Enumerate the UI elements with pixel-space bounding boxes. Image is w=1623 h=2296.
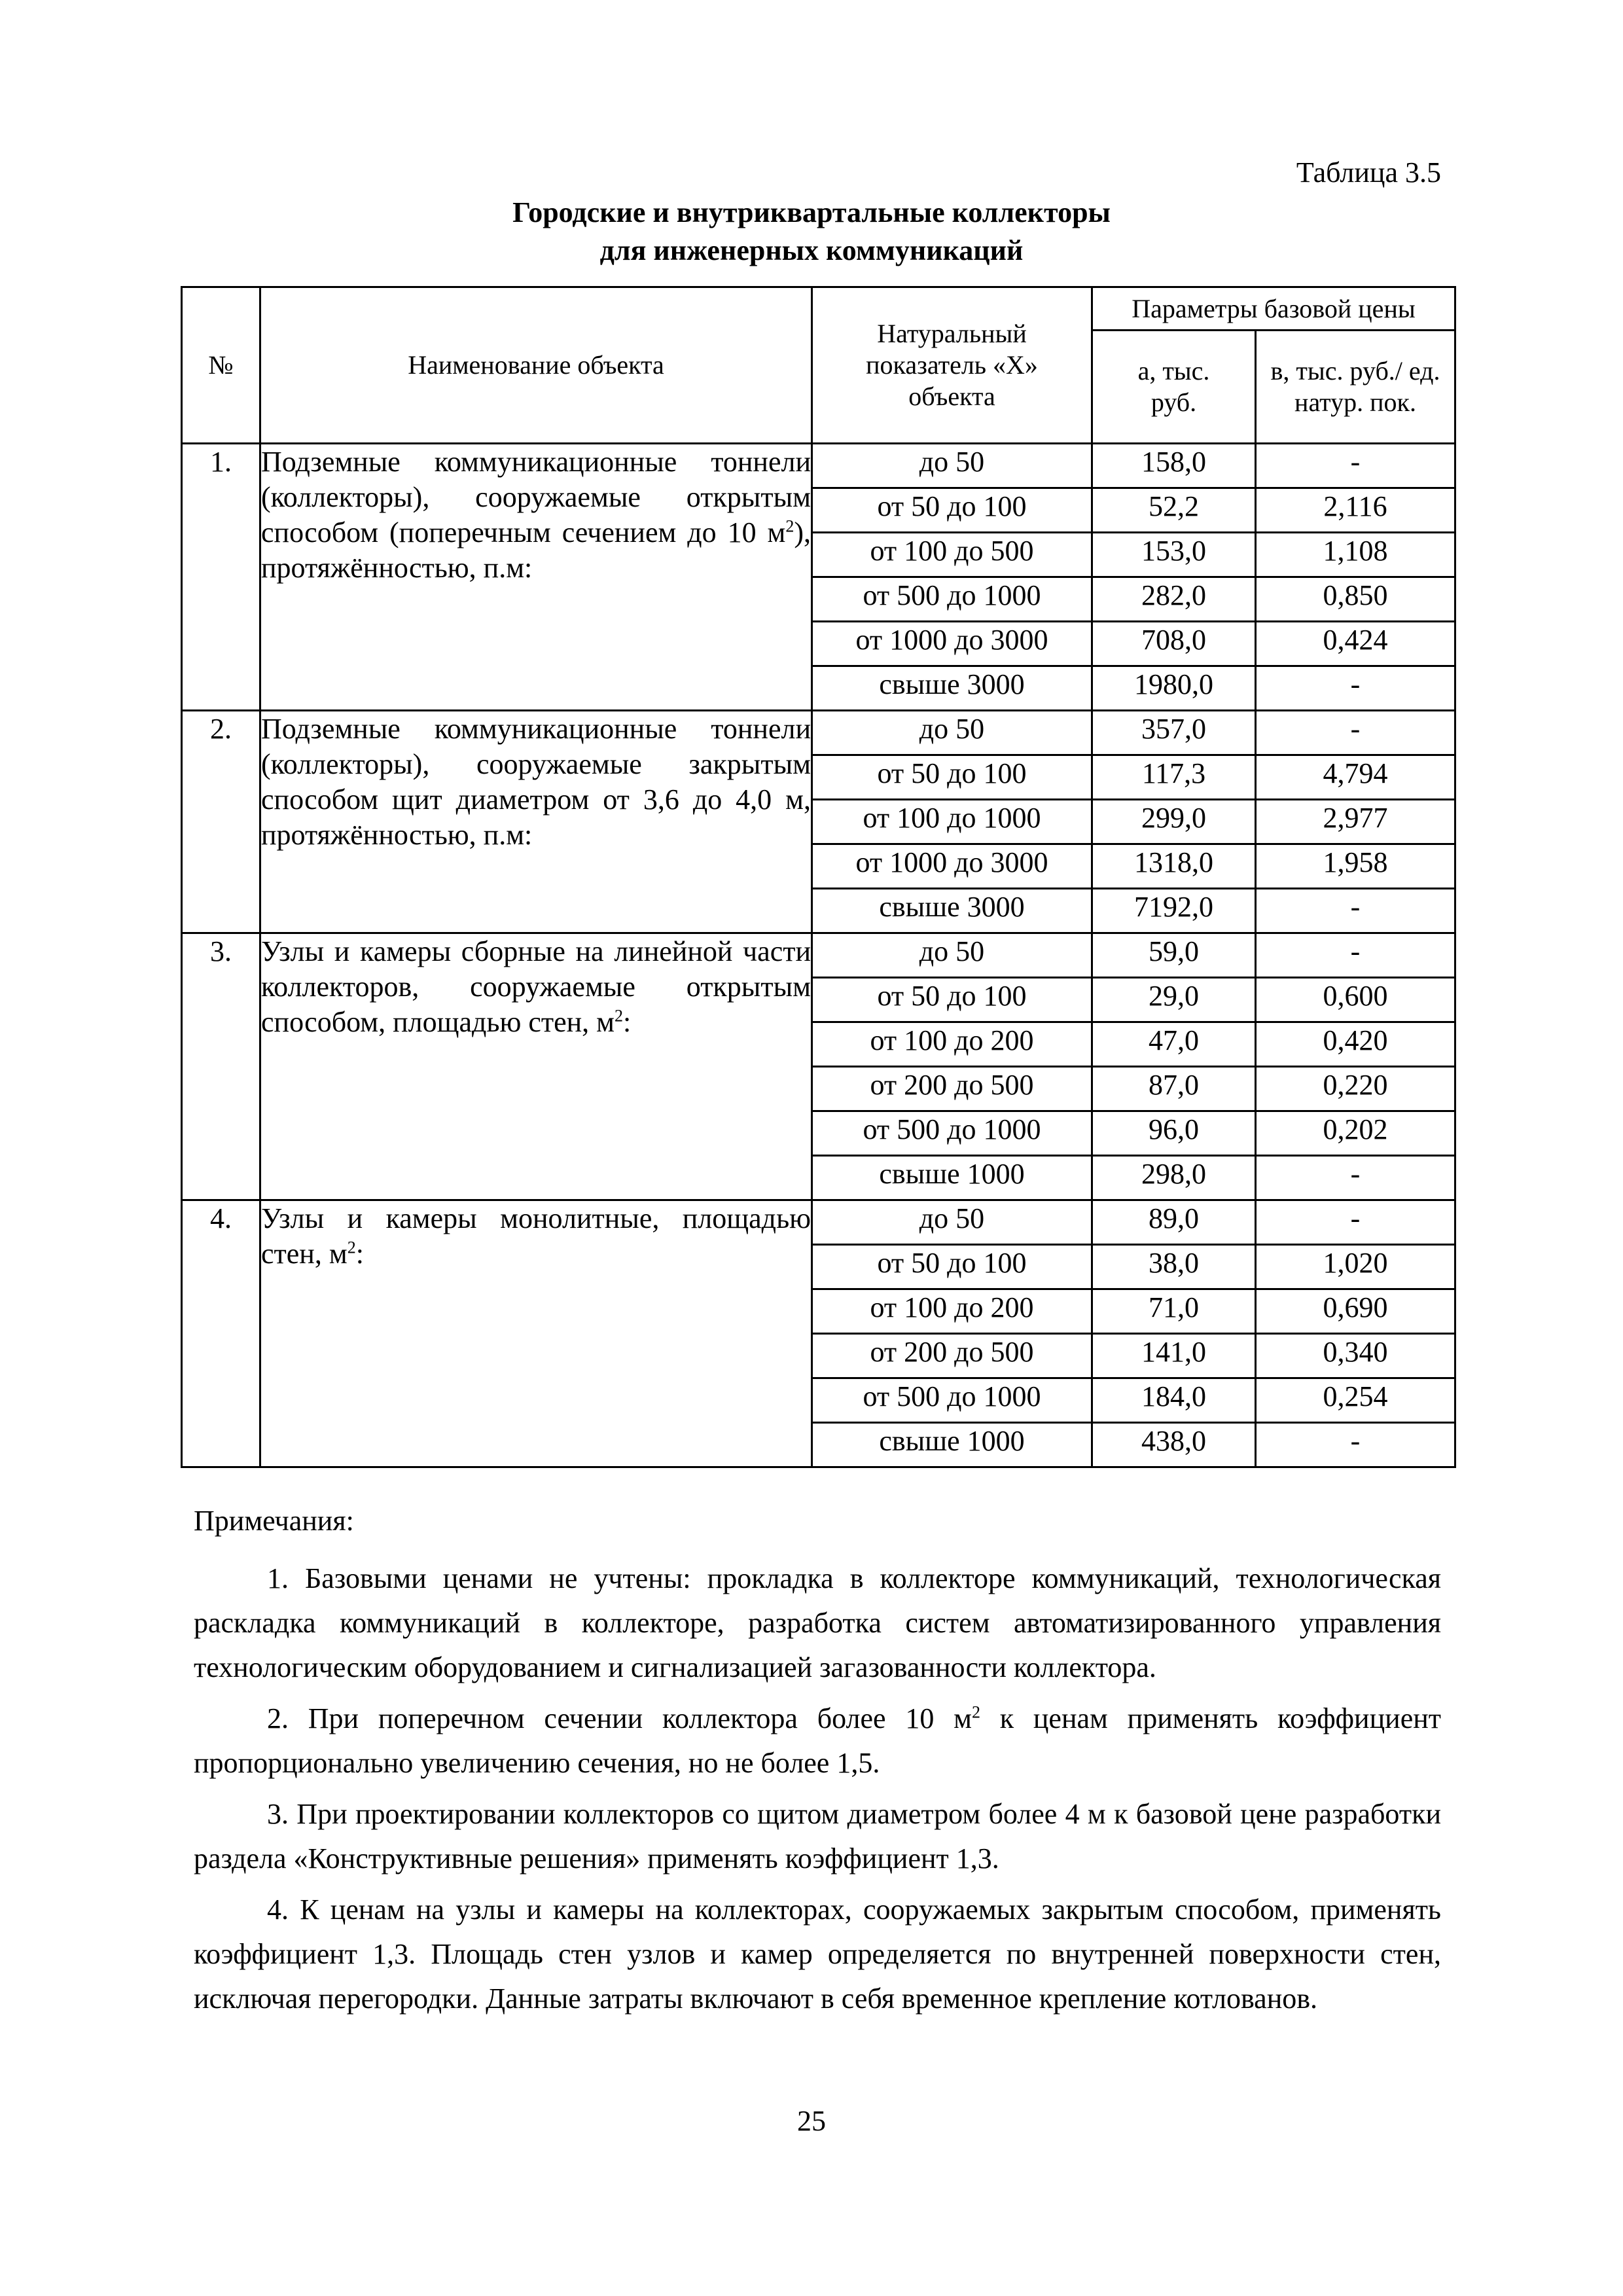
price-b-cell: 0,600 — [1256, 978, 1455, 1022]
price-a-cell: 158,0 — [1092, 444, 1256, 488]
price-b-cell: - — [1256, 666, 1455, 711]
price-table — [181, 286, 1456, 1468]
price-a-cell: 184,0 — [1092, 1378, 1256, 1423]
indicator-cell: свыше 3000 — [812, 666, 1092, 711]
price-a-cell: 96,0 — [1092, 1111, 1256, 1156]
price-b-cell: 0,424 — [1256, 622, 1455, 666]
price-b-cell: 0,850 — [1256, 577, 1455, 622]
table-title — [0, 194, 1623, 270]
table-label: Таблица 3.5 — [1296, 156, 1441, 188]
indicator-cell: от 500 до 1000 — [812, 1378, 1092, 1423]
header-b: в, тыс. руб./ ед. натур. пок. — [1256, 331, 1455, 444]
indicator-cell: до 50 — [812, 1200, 1092, 1245]
price-a-cell: 708,0 — [1092, 622, 1256, 666]
note-item — [194, 1792, 1441, 1881]
superscript: 2 — [785, 516, 794, 536]
indicator-cell: от 50 до 100 — [812, 1245, 1092, 1289]
notes-list — [194, 1556, 1441, 2028]
price-b-cell: - — [1256, 933, 1455, 978]
indicator-cell: от 1000 до 3000 — [812, 622, 1092, 666]
note-text: 4. К ценам на узлы и камеры на коллекторах, сооружаемых закрытым способом, применять коэффициент 1,3. Площадь стен узлов и камер определяется по внутренней поверхности стен, исключая перегородки. Данные затраты включают в себя временное крепление котлованов. — [194, 1893, 1441, 2015]
table-row — [182, 1200, 1455, 1245]
table-row — [182, 444, 1455, 488]
price-b-cell: - — [1256, 1423, 1455, 1467]
note-text: 1. Базовыми ценами не учтены: прокладка в коллекторе коммуникаций, технологическая раскладка коммуникаций в коллекторе, разработка систем автоматизированного управления технологическим оборудованием и сигнализацией загазованности коллектора. — [194, 1562, 1441, 1683]
price-b-cell: 0,340 — [1256, 1334, 1455, 1378]
price-b-cell: 0,220 — [1256, 1067, 1455, 1111]
table-body — [182, 444, 1455, 1467]
note-text-end: к ценам применять коэффициент пропорционально увеличению сечения, но не более 1,5. — [194, 1702, 1441, 1779]
row-number: 2. — [182, 711, 260, 933]
price-a-cell: 282,0 — [1092, 577, 1256, 622]
indicator-cell: свыше 1000 — [812, 1423, 1092, 1467]
indicator-cell: от 50 до 100 — [812, 488, 1092, 533]
price-a-cell: 438,0 — [1092, 1423, 1256, 1467]
indicator-cell: свыше 3000 — [812, 889, 1092, 933]
indicator-cell: до 50 — [812, 711, 1092, 755]
indicator-cell: от 500 до 1000 — [812, 1111, 1092, 1156]
price-a-cell: 1318,0 — [1092, 844, 1256, 889]
indicator-cell: от 100 до 1000 — [812, 800, 1092, 844]
indicator-cell: от 200 до 500 — [812, 1334, 1092, 1378]
price-a-cell: 87,0 — [1092, 1067, 1256, 1111]
indicator-cell: от 50 до 100 — [812, 978, 1092, 1022]
header-a: а, тыс. руб. — [1092, 331, 1256, 444]
price-b-cell: - — [1256, 889, 1455, 933]
indicator-cell: свыше 1000 — [812, 1156, 1092, 1200]
price-a-cell: 357,0 — [1092, 711, 1256, 755]
table-row — [182, 711, 1455, 755]
price-b-cell: 1,958 — [1256, 844, 1455, 889]
price-b-cell: 1,020 — [1256, 1245, 1455, 1289]
indicator-cell: от 500 до 1000 — [812, 577, 1092, 622]
object-name-text: Узлы и камеры монолитные, площадью стен, м — [261, 1202, 811, 1270]
price-b-cell: 2,116 — [1256, 488, 1455, 533]
indicator-cell: от 50 до 100 — [812, 755, 1092, 800]
price-a-cell: 89,0 — [1092, 1200, 1256, 1245]
object-name — [260, 711, 812, 933]
row-number: 4. — [182, 1200, 260, 1467]
object-name-text-end: : — [623, 1006, 632, 1038]
indicator-cell: до 50 — [812, 933, 1092, 978]
object-name-text: Подземные коммуникационные тоннели (коллекторы), сооружаемые закрытым способом щит диаметром от 3,6 до 4,0 м, протяжённостью, п.м: — [261, 713, 811, 851]
price-a-cell: 38,0 — [1092, 1245, 1256, 1289]
table-row — [182, 933, 1455, 978]
indicator-cell: от 100 до 500 — [812, 533, 1092, 577]
row-number: 3. — [182, 933, 260, 1200]
price-a-cell: 141,0 — [1092, 1334, 1256, 1378]
price-a-cell: 299,0 — [1092, 800, 1256, 844]
price-a-cell: 7192,0 — [1092, 889, 1256, 933]
price-a-cell: 47,0 — [1092, 1022, 1256, 1067]
header-name: Наименование объекта — [260, 287, 812, 444]
price-a-cell: 298,0 — [1092, 1156, 1256, 1200]
table-title-line-1: Городские и внутриквартальные коллекторы — [512, 196, 1111, 228]
price-b-cell: 0,254 — [1256, 1378, 1455, 1423]
object-name — [260, 1200, 812, 1467]
price-a-cell: 117,3 — [1092, 755, 1256, 800]
price-b-cell: 1,108 — [1256, 533, 1455, 577]
superscript: 2 — [615, 1006, 624, 1026]
object-name — [260, 444, 812, 711]
object-name-text: Узлы и камеры сборные на линейной части коллекторов, сооружаемые открытым способом, площадью стен, м — [261, 935, 811, 1038]
indicator-cell: от 100 до 200 — [812, 1289, 1092, 1334]
price-b-cell: 4,794 — [1256, 755, 1455, 800]
price-b-cell: 0,690 — [1256, 1289, 1455, 1334]
row-number: 1. — [182, 444, 260, 711]
header-num: № — [182, 287, 260, 444]
note-text: 2. При поперечном сечении коллектора более 10 м — [267, 1702, 972, 1734]
price-b-cell: - — [1256, 711, 1455, 755]
indicator-cell: от 200 до 500 — [812, 1067, 1092, 1111]
object-name-text-end: : — [355, 1238, 364, 1270]
note-item — [194, 1696, 1441, 1785]
indicator-cell: от 100 до 200 — [812, 1022, 1092, 1067]
price-b-cell: - — [1256, 444, 1455, 488]
note-item — [194, 1556, 1441, 1690]
price-b-cell: - — [1256, 1200, 1455, 1245]
object-name-text-end: ), протяжённостью, п.м: — [261, 516, 811, 584]
price-b-cell: - — [1256, 1156, 1455, 1200]
notes-title: Примечания: — [194, 1505, 354, 1537]
price-a-cell: 29,0 — [1092, 978, 1256, 1022]
object-name — [260, 933, 812, 1200]
page-number: 25 — [797, 2105, 826, 2137]
object-name-text: Подземные коммуникационные тоннели (коллекторы), сооружаемые открытым способом (поперечным сечением до 10 м — [261, 446, 811, 548]
indicator-cell: до 50 — [812, 444, 1092, 488]
header-params: Параметры базовой цены — [1092, 287, 1455, 331]
table-title-line-2: для инженерных коммуникаций — [599, 234, 1024, 266]
price-b-cell: 0,420 — [1256, 1022, 1455, 1067]
superscript: 2 — [971, 1702, 980, 1722]
price-a-cell: 1980,0 — [1092, 666, 1256, 711]
price-a-cell: 52,2 — [1092, 488, 1256, 533]
note-text: 3. При проектировании коллекторов со щитом диаметром более 4 м к базовой цене разработки раздела «Конструктивные решения» применять коэффициент 1,3. — [194, 1798, 1441, 1874]
price-b-cell: 2,977 — [1256, 800, 1455, 844]
indicator-cell: от 1000 до 3000 — [812, 844, 1092, 889]
price-b-cell: 0,202 — [1256, 1111, 1455, 1156]
header-indicator: Натуральный показатель «X» объекта — [812, 287, 1092, 444]
price-a-cell: 71,0 — [1092, 1289, 1256, 1334]
price-a-cell: 153,0 — [1092, 533, 1256, 577]
note-item — [194, 1888, 1441, 2021]
price-a-cell: 59,0 — [1092, 933, 1256, 978]
superscript: 2 — [347, 1238, 356, 1257]
